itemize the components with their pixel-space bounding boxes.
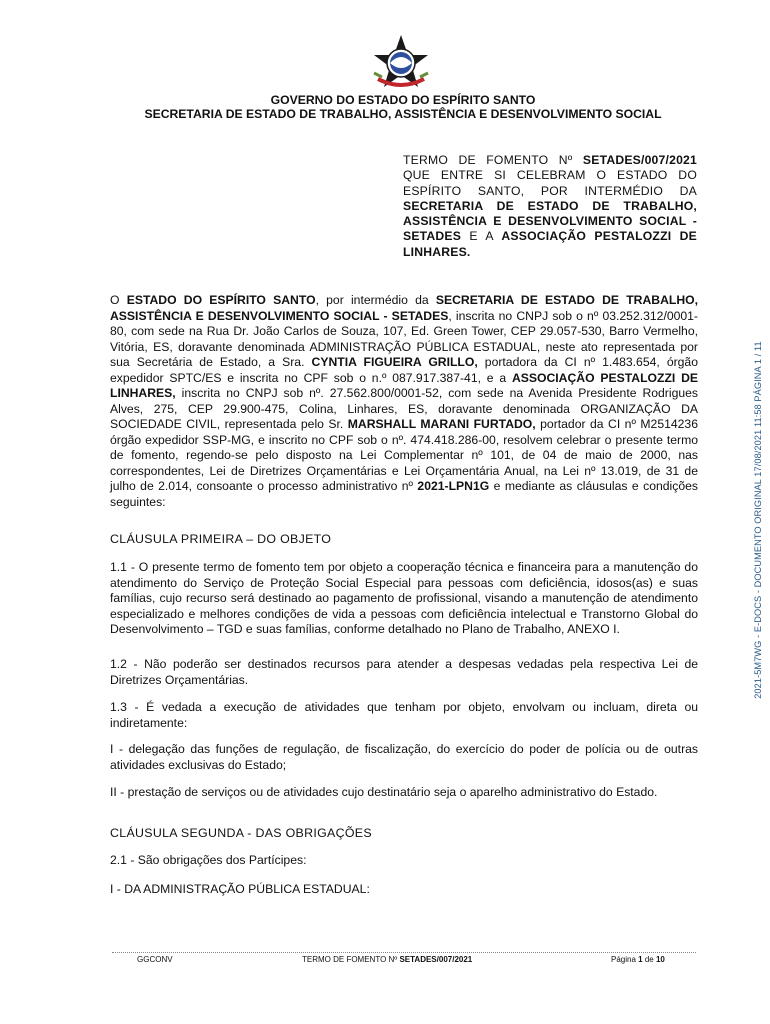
- footer-left: GGCONV: [137, 955, 173, 964]
- clause-2-1: 2.1 - São obrigações dos Partícipes:: [110, 853, 307, 867]
- ementa-block: TERMO DE FOMENTO Nº SETADES/007/2021 QUE ENTRE SI CELEBRAM O ESTADO DO ESPÍRITO SANTO, POR INTERMÉDIO DA SECRETARIA DE ESTADO DE TRABALHO, ASSISTÊNCIA E DESENVOLVIMENTO SOCIAL - SETADES E A ASSOCIAÇÃO PESTALOZZI DE LINHARES.: [403, 153, 697, 259]
- clause-1-item-ii: II - prestação de serviços ou de atividades cujo destinatário seja o aparelho administrativo do Estado.: [110, 785, 658, 799]
- clause-1-item-i: I - delegação das funções de regulação, de fiscalização, do exercício do poder de polícia ou de outras atividades exclusivas do Estado;: [110, 742, 698, 772]
- footer-divider: [112, 952, 696, 953]
- edocs-side-stamp: 2021-5M7WG - E-DOCS - DOCUMENTO ORIGINAL 17/08/2021 11:58 PÁGINA 1 / 11: [753, 341, 763, 699]
- clause-1-title: CLÁUSULA PRIMEIRA – DO OBJETO: [110, 532, 332, 546]
- government-header: GOVERNO DO ESTADO DO ESPÍRITO SANTO: [270, 93, 536, 107]
- secretariat-header: SECRETARIA DE ESTADO DE TRABALHO, ASSISTÊNCIA E DESENVOLVIMENTO SOCIAL: [144, 107, 662, 121]
- clause-2-item-i: I - DA ADMINISTRAÇÃO PÚBLICA ESTADUAL:: [110, 882, 370, 896]
- clause-1-2: 1.2 - Não poderão ser destinados recursos para atender a despesas vedadas pela respectiva Lei de Diretrizes Orçamentárias.: [110, 657, 698, 687]
- footer-title: TERMO DE FOMENTO Nº SETADES/007/2021: [302, 955, 473, 964]
- clause-1-3: 1.3 - É vedada a execução de atividades que tenham por objeto, envolvam ou incluam, direta ou indiretamente:: [110, 700, 698, 730]
- clause-2-title: CLÁUSULA SEGUNDA - DAS OBRIGAÇÕES: [110, 826, 372, 840]
- state-coat-of-arms-icon: [368, 33, 434, 93]
- clause-1-1: 1.1 - O presente termo de fomento tem por objeto a cooperação técnica e financeira para a manutenção do atendimento do Serviço de Proteção Social Especial para pessoas com deficiência, idosos(as) e suas famílias, cujo recurso será destinado ao pagamento de profissional, visando a manutenção de atendimento especializado e melhores condições de vida a pessoas com deficiência intelectual e Transtorno Global do Desenvolvimento – TGD e suas famílias, conforme detalhado no Plano de Trabalho, ANEXO I.: [110, 560, 698, 636]
- intro-paragraph: O ESTADO DO ESPÍRITO SANTO, por intermédio da SECRETARIA DE ESTADO DE TRABALHO, ASSISTÊNCIA E DESENVOLVIMENTO SOCIAL - SETADES, inscrita no CNPJ sob o nº 03.252.312/0001-80, com sede na Rua Dr. João Carlos de Souza, 107, Ed. Green Tower, CEP 29.057-530, Barro Vermelho, Vitória, ES, doravante denominada ADMINISTRAÇÃO PÚBLICA ESTADUAL, neste ato representada por sua Secretária de Estado, a Sra. CYNTIA FIGUEIRA GRILLO, portadora da CI nº 1.483.654, órgão expedidor SPTC/ES e inscrita no CPF sob o n.º 087.917.387-41, e a ASSOCIAÇÃO PESTALOZZI DE LINHARES, inscrita no CNPJ sob nº. 27.562.800/0001-52, com sede na Avenida Presidente Rodrigues Alves, 275, CEP 29.900-475, Colina, Linhares, ES, doravante denominada ORGANIZAÇÃO DA SOCIEDADE CIVIL, representada pelo Sr. MARSHALL MARANI FURTADO, portador da CI nº M2514236 órgão expedidor SSP-MG, e inscrito no CPF sob o nº. 474.418.286-00, resolvem celebrar o presente termo de fomento, regendo-se pelo disposto na Lei Complementar nº 101, de 04 de maio de 2000, nas correspondentes, Lei de Diretrizes Orçamentárias e Lei Orçamentária Anual, na Lei nº 13.019, de 31 de julho de 2.014, consoante o processo administrativo nº 2021-LPN1G e mediante as cláusulas e condições seguintes:: [110, 293, 698, 509]
- footer-page-number: Página 1 de 10: [611, 955, 665, 964]
